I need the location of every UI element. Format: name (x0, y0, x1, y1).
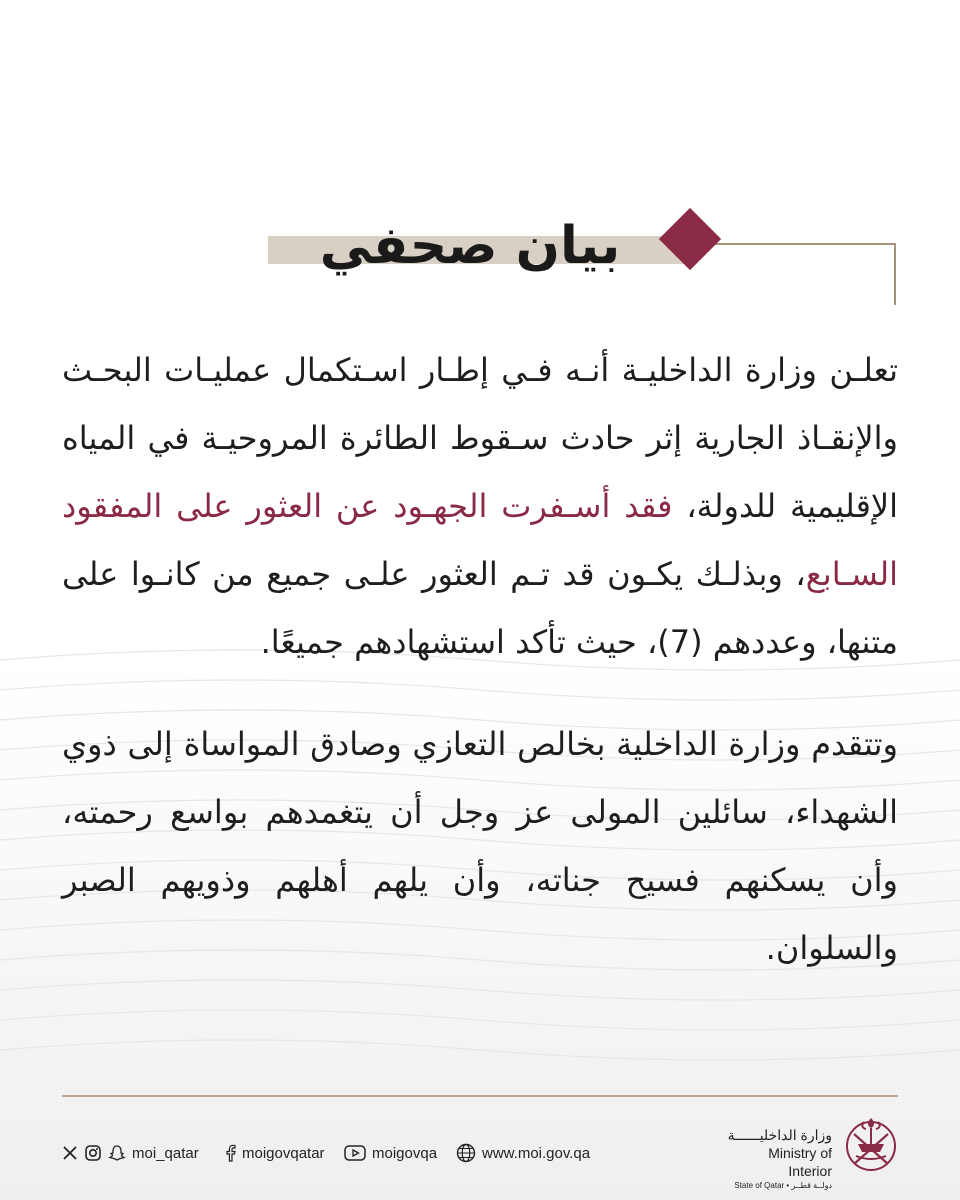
social-link-moi-qatar[interactable] (62, 1136, 199, 1170)
logo-arabic: وزارة الداخليــــــة (727, 1127, 832, 1143)
snapchat-icon (108, 1144, 126, 1162)
x-icon (62, 1145, 78, 1161)
facebook-handle: moigovqatar (242, 1144, 325, 1162)
logo-english: Ministry of Interior (768, 1145, 832, 1179)
qatar-emblem-icon (840, 1112, 902, 1174)
youtube-icon (344, 1145, 366, 1161)
footer-divider (62, 1095, 898, 1097)
facebook-icon (224, 1144, 236, 1162)
paragraph-1-highlight: فقد أسـفرت الجهـود عن العثور على المفقود السـابع (62, 487, 898, 593)
title-rule-vertical (894, 243, 896, 305)
youtube-handle: moigovqa (372, 1144, 438, 1162)
website-url: www.moi.gov.qa (482, 1144, 591, 1162)
logo-state: State of Qatar • دولــة قطــر (734, 1181, 832, 1190)
statement-paragraph-2: وتتقدم وزارة الداخلية بخالص التعازي وصادق المواساة إلى ذوي الشهداء، سائلين المولى عز وجل أن يتغمدهم بواسع رحمته، وأن يسكنهم فسيح جناته، وأن يلهم أهلهم وذويهم الصبر والسلوان. (62, 725, 898, 967)
social-link-facebook[interactable] (224, 1136, 325, 1170)
social-link-youtube[interactable] (344, 1136, 437, 1170)
website-link[interactable] (456, 1136, 590, 1170)
instagram-icon (84, 1144, 102, 1162)
title-rule (688, 243, 896, 245)
page-title: بيان صحفي (319, 216, 621, 276)
globe-icon (456, 1143, 476, 1163)
paragraph-1-text-end: ، وبذلـك يكـون قد تـم العثور علـى جميع من كانـوا على متنها، وعددهم (7)، حيث تأكد استشهادهم جميعًا. (62, 555, 898, 661)
social-handle: moi_qatar (132, 1144, 199, 1162)
ministry-logo-text (722, 1126, 832, 1192)
paragraph-1-text: تعلـن وزارة الداخليـة أنـه فـي إطـار اسـتكمال عمليـات البحـث والإنقـاذ الجارية إثر حادث سـقوط الطائرة المروحيـة في المياه الإقليمية للدولة، (62, 351, 898, 525)
statement-paragraph-1 (62, 336, 898, 676)
